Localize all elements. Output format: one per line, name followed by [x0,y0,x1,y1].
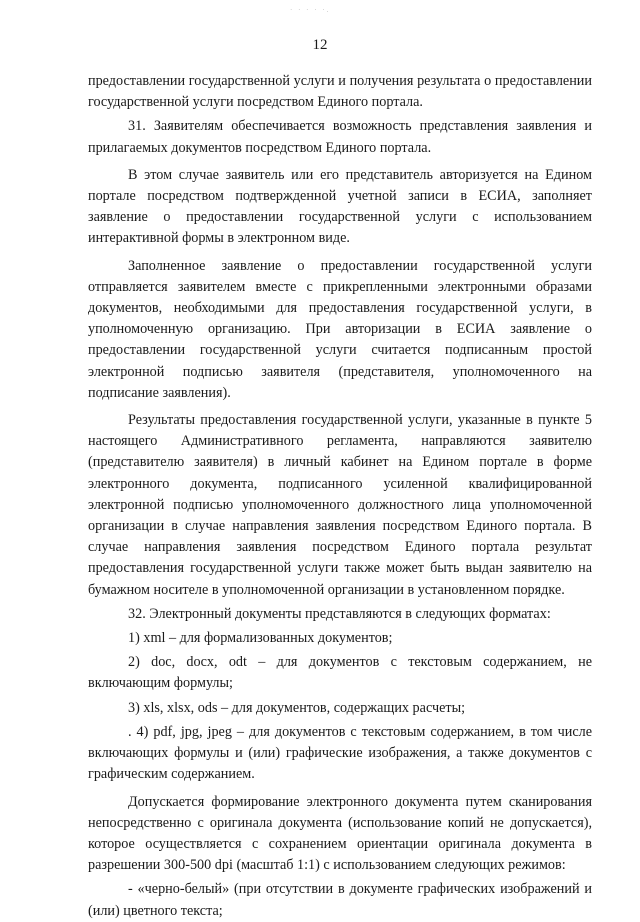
paragraph-31: 31. Заявителям обеспечивается возможность представления заявления и прилагаемых документов посредством Единого портала. [88,118,592,156]
page-number: 12 [312,37,328,53]
paragraph-application-sending: Заполненное заявление о предоставлении государственной услуги отправляется заявителем вместе с прикрепленными электронными образами документов, необходимыми для предоставления государственной услуги, в уполномоченную организацию. При авторизации в ЕСИА заявление о предоставлении государственной услуги считается подписанным простой электронной подписью заявителя (представителя, уполномоченного на подписание заявления). [88,257,592,401]
paragraph-scanning: Допускается формирование электронного документа путем сканирования непосредственно с оригинала документа (использование копий не допускается), которое осуществляется с сохранением ориентации оригинала документа в разрешении 300-500 dpi (масштаб 1:1) с использованием следующих режимов: [88,793,592,874]
list-item-pdf: . 4) pdf, jpg, jpeg – для документов с текстовым содержанием, в том числе включающих формулы и (или) графические изображения, а также документов с графическим содержанием. [88,723,592,783]
list-item-doc: 2) doc, docx, odt – для документов с текстовым содержанием, не включающим формулы; [88,654,592,692]
paragraph-results: Результаты предоставления государственной услуги, указанные в пункте 5 настоящего Административного регламента, направляются заявителю (представителю заявителя) в личный кабинет на Едином портале в форме электронного документа, подписанного усиленной квалифицированной электронной подписью уполномоченного должностного лица уполномоченной организации в случае направления заявления посредством Единого портала. В случае направления заявления посредством Единого портала результат предоставления государственной услуги также может быть выдан заявителю на бумажном носителе в уполномоченной организации в установленном порядке. [88,412,592,598]
paragraph-continuation: предоставлении государственной услуги и получения результата о предоставлении государственной услуги посредством Единого портала. [88,73,592,111]
paragraph-esia-auth: В этом случае заявитель или его представитель авторизуется на Едином портале посредством подтвержденной учетной записи в ЕСИА, заполняет заявление о предоставлении государственной услуги с использованием интерактивной формы в электронном виде. [88,166,592,247]
list-item-xml: 1) xml – для формализованных документов; [128,630,393,647]
list-item-xls: 3) xls, xlsx, ods – для документов, содержащих расчеты; [128,699,466,716]
document-body [88,71,592,922]
list-item-black-white: - «черно-белый» (при отсутствии в документе графических изображений и (или) цветного текста; [88,881,592,919]
scan-artifact: · · · · ·. [290,6,331,14]
paragraph-32-formats: 32. Электронный документы представляются в следующих форматах: [128,605,551,622]
